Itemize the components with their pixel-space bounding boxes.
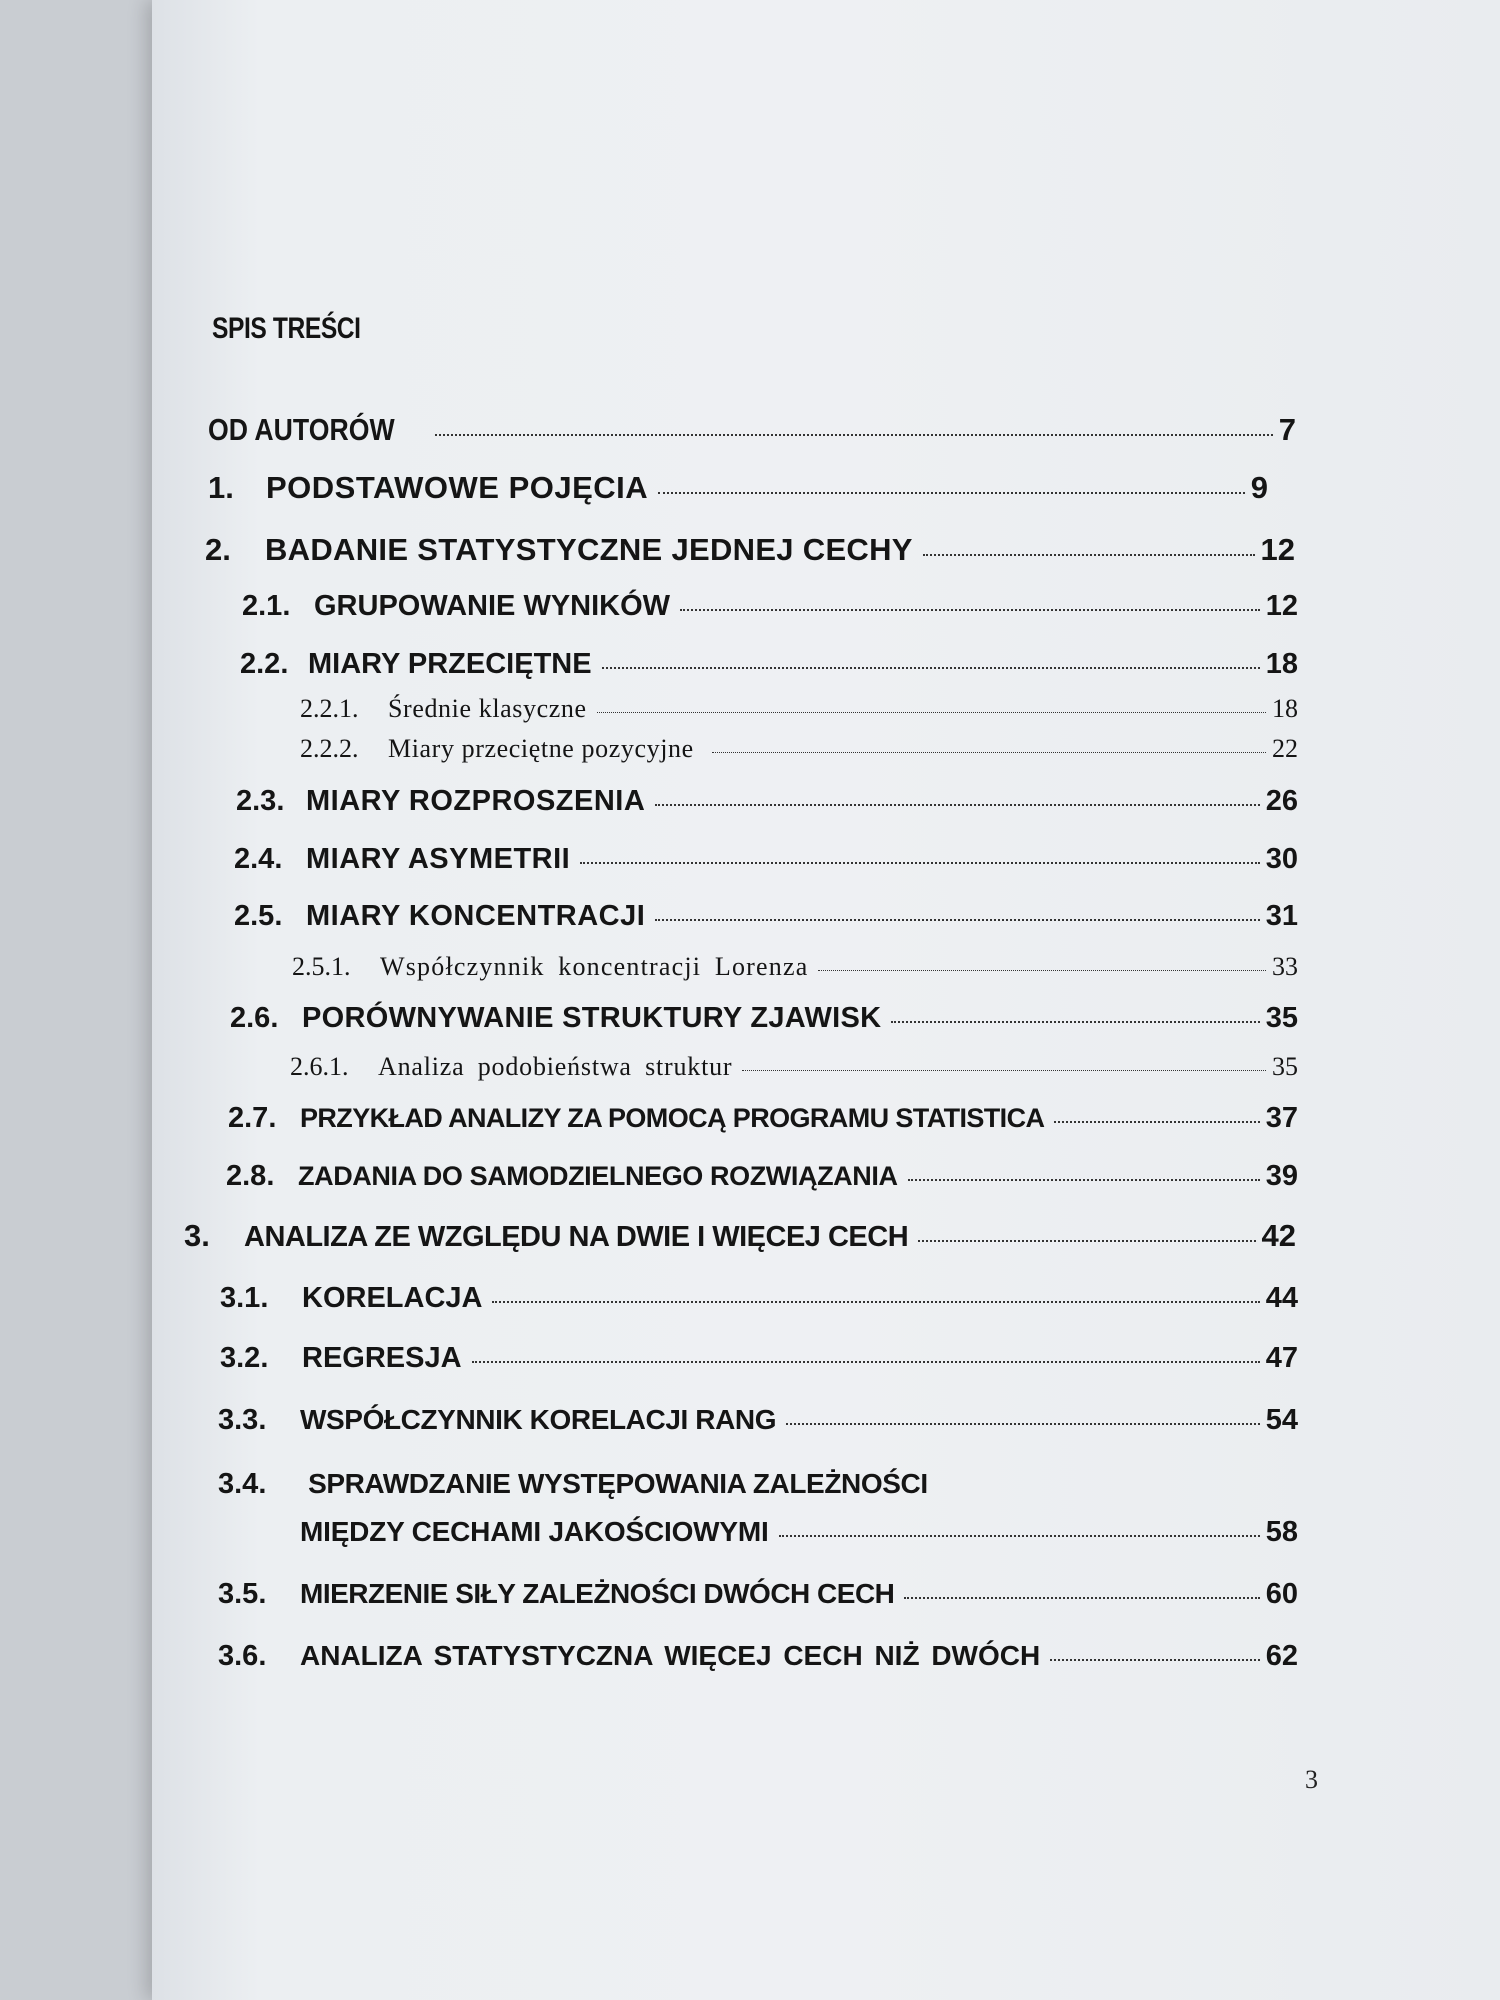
- toc-entry-2-6: [230, 1002, 1298, 1035]
- dot-leader: [1050, 1659, 1260, 1661]
- toc-entry-page: 30: [1265, 843, 1298, 875]
- toc-entry-2-8: [226, 1160, 1298, 1193]
- toc-entry-page: 12: [1265, 590, 1298, 622]
- toc-entry-number: 2.3.: [236, 785, 285, 817]
- toc-entry-title: WSPÓŁCZYNNIK KORELACJI RANG: [300, 1404, 777, 1435]
- dot-leader: [818, 970, 1266, 971]
- toc-entry-page: 62: [1265, 1640, 1298, 1672]
- toc-entry-3-4-line1: [218, 1468, 928, 1501]
- toc-entry-3: [184, 1218, 1296, 1254]
- toc-entry-page: 58: [1265, 1516, 1298, 1548]
- toc-entry-1: [208, 470, 1268, 506]
- toc-entry-page: 22: [1272, 734, 1298, 763]
- toc-entry-page: 18: [1272, 694, 1298, 723]
- dot-leader: [658, 492, 1245, 494]
- toc-entry-title: ANALIZA STATYSTYCZNA WIĘCEJ CECH NIŻ DWÓCH: [300, 1640, 1041, 1671]
- toc-entry-number: 2.6.: [230, 1002, 279, 1034]
- toc-entry-title: BADANIE STATYSTYCZNE JEDNEJ CECHY: [265, 532, 913, 567]
- toc-entry-2-5: [234, 900, 1298, 933]
- toc-entry-number: 1.: [208, 470, 234, 505]
- toc-entry-page: 26: [1265, 785, 1298, 817]
- toc-entry-2-3: [236, 785, 1298, 818]
- toc-entry-page: 47: [1265, 1342, 1298, 1374]
- dot-leader: [655, 919, 1259, 921]
- toc-entry-2-6-1: [290, 1052, 1298, 1082]
- toc-entry-page: 54: [1265, 1404, 1298, 1436]
- toc-entry-2-4: [234, 843, 1298, 876]
- toc-entry-title: Miary przeciętne pozycyjne: [388, 734, 694, 763]
- toc-entry-3-1: [220, 1282, 1298, 1315]
- toc-entry-2-1: [242, 590, 1298, 623]
- toc-entry-title: GRUPOWANIE WYNIKÓW: [314, 590, 671, 622]
- dot-leader: [908, 1179, 1260, 1181]
- toc-entry-page: 18: [1265, 648, 1298, 680]
- toc-entry-page: 42: [1261, 1218, 1296, 1253]
- toc-entry-2-5-1: [292, 952, 1298, 982]
- toc-entry-page: 31: [1265, 900, 1298, 932]
- page-number: 3: [1305, 1765, 1318, 1794]
- toc-entry-page: 35: [1265, 1002, 1298, 1034]
- toc-entry-title: Średnie klasyczne: [388, 694, 587, 723]
- dot-leader: [602, 667, 1260, 669]
- toc-entry-title: OD AUTORÓW: [208, 412, 395, 447]
- toc-entry-2-2-2: [300, 734, 1298, 764]
- toc-entry-title: PODSTAWOWE POJĘCIA: [266, 470, 649, 505]
- toc-entry-page: 35: [1272, 1052, 1298, 1081]
- dot-leader: [597, 712, 1266, 713]
- toc-entry-3-3: [218, 1404, 1298, 1437]
- toc-entry-page: 37: [1265, 1102, 1298, 1134]
- toc-entry-title: ANALIZA ZE WZGLĘDU NA DWIE I WIĘCEJ CECH: [244, 1221, 909, 1253]
- toc-entry-title: Analiza podobieństwa struktur: [378, 1052, 733, 1081]
- dot-leader: [918, 1240, 1255, 1242]
- toc-entry-number: 2.1.: [242, 590, 291, 622]
- toc-entry-3-2: [220, 1342, 1298, 1375]
- toc-entry-number: 3.5.: [218, 1578, 267, 1610]
- toc-entry-2-2-1: [300, 694, 1298, 724]
- toc-entry-title: PRZYKŁAD ANALIZY ZA POMOCĄ PROGRAMU STATISTICA: [300, 1103, 1045, 1133]
- toc-entry-title: MIERZENIE SIŁY ZALEŻNOŚCI DWÓCH CECH: [300, 1578, 895, 1609]
- toc-entry-number: 3.4.: [218, 1468, 267, 1500]
- toc-entry-title: MIARY KONCENTRACJI: [306, 900, 646, 932]
- toc-entry-title: MIĘDZY CECHAMI JAKOŚCIOWYMI: [300, 1516, 769, 1547]
- dot-leader: [580, 862, 1260, 864]
- toc-entry-3-5: [218, 1578, 1298, 1611]
- dot-leader: [472, 1361, 1260, 1363]
- dot-leader: [492, 1301, 1259, 1303]
- dot-leader: [680, 609, 1260, 611]
- dot-leader: [904, 1597, 1259, 1599]
- toc-entry-page: 44: [1265, 1282, 1298, 1314]
- toc-entry-od-autorow: [208, 412, 1296, 448]
- toc-entry-number: 3.1.: [220, 1282, 269, 1314]
- toc-entry-2-2: [240, 648, 1298, 681]
- dot-leader: [779, 1535, 1260, 1537]
- toc-entry-2-7: [228, 1102, 1298, 1135]
- toc-entry-page: 9: [1250, 470, 1268, 505]
- dot-leader: [1054, 1121, 1259, 1123]
- toc-heading: SPIS TREŚCI: [212, 312, 361, 345]
- toc-entry-title: MIARY ASYMETRII: [306, 843, 571, 875]
- toc-entry-number: 2.2.: [240, 648, 289, 680]
- toc-entry-2: [205, 532, 1295, 568]
- dot-leader: [786, 1423, 1260, 1425]
- toc-entry-number: 2.4.: [234, 843, 283, 875]
- toc-entry-page: 33: [1272, 952, 1298, 981]
- toc-entry-title: KORELACJA: [302, 1282, 483, 1314]
- dot-leader: [435, 434, 1273, 436]
- dot-leader: [923, 554, 1255, 556]
- dot-leader: [742, 1070, 1266, 1071]
- dot-leader: [712, 752, 1266, 753]
- toc-entry-number: 2.8.: [226, 1160, 275, 1192]
- toc-entry-page: 7: [1278, 412, 1296, 447]
- toc-entry-title: PORÓWNYWANIE STRUKTURY ZJAWISK: [302, 1002, 882, 1034]
- toc-entry-page: 12: [1260, 532, 1295, 567]
- toc-entry-number: 3.6.: [218, 1640, 267, 1672]
- toc-entry-title: SPRAWDZANIE WYSTĘPOWANIA ZALEŻNOŚCI: [308, 1468, 928, 1499]
- toc-entry-page: 39: [1265, 1160, 1298, 1192]
- toc-entry-number: 3.3.: [218, 1404, 267, 1436]
- dot-leader: [655, 804, 1259, 806]
- toc-entry-number: 2.5.: [234, 900, 283, 932]
- toc-entry-3-6: [218, 1640, 1298, 1673]
- book-page: [152, 0, 1500, 2000]
- toc-entry-title: MIARY PRZECIĘTNE: [308, 648, 592, 680]
- toc-entry-number: 2.: [205, 532, 231, 567]
- toc-entry-number: 2.6.1.: [290, 1052, 349, 1081]
- toc-entry-title: MIARY ROZPROSZENIA: [306, 785, 646, 817]
- toc-entry-page: 60: [1265, 1578, 1298, 1610]
- toc-entry-title: Współczynnik koncentracji Lorenza: [380, 952, 809, 981]
- toc-entry-number: 2.2.1.: [300, 694, 359, 723]
- toc-entry-3-4: [300, 1516, 1298, 1549]
- toc-entry-title: REGRESJA: [302, 1342, 462, 1374]
- toc-entry-number: 3.: [184, 1218, 210, 1253]
- toc-entry-number: 2.5.1.: [292, 952, 351, 981]
- toc-entry-title: ZADANIA DO SAMODZIELNEGO ROZWIĄZANIA: [298, 1161, 898, 1191]
- toc-entry-number: 3.2.: [220, 1342, 269, 1374]
- toc-entry-number: 2.2.2.: [300, 734, 359, 763]
- dot-leader: [891, 1021, 1259, 1023]
- toc-entry-number: 2.7.: [228, 1102, 277, 1134]
